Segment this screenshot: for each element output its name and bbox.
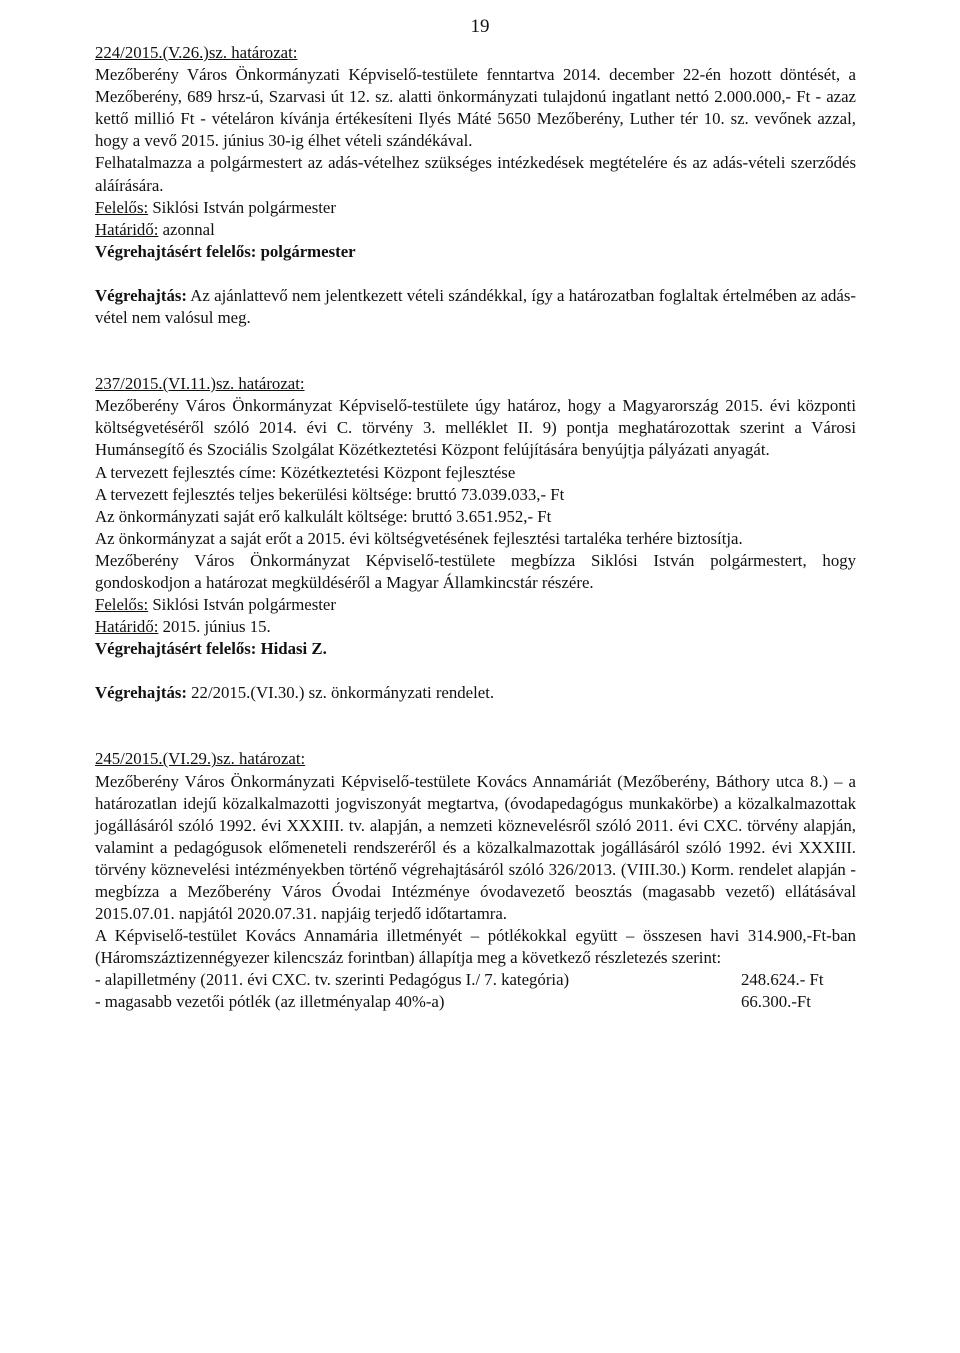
- salary-item-row: [95, 969, 856, 991]
- salary-item-label: - alapilletmény (2011. évi CXC. tv. szerinti Pedagógus I./ 7. kategória): [95, 970, 570, 990]
- resolution-body-245: Mezőberény Város Önkormányzati Képviselő-testülete Kovács Annamáriát (Mezőberény, Báthory utca 8.) – a határozatlan idejű közalkalmazotti jogviszonyát megtartva, (óvodapedagógus munkakörbe) a közalkalmazottak jogállásáról szóló 1992. évi XXXIII. tv. alapján, a nemzeti köznevelésről szóló 2011. évi CXC. törvény alapján, valamint a pedagógusok előmeneteli rendszeréről és a közalkalmazottak jogállásáról szóló 1992. évi XXXIII. törvény köznevelési intézményekben történő végrehajtásáról szóló 326/2013. (VIII.30.) Korm. rendelet alapján - megbízza a Mezőberény Város Óvodai Intézménye óvodavezető beosztás (magasabb vezető) ellátásával 2015.07.01. napjától 2020.07.31. napjáig terjedő időtartamra.: [95, 771, 856, 924]
- salary-item-amount: 248.624.- Ft: [741, 970, 824, 990]
- hatarido-value: azonnal: [158, 219, 215, 239]
- felelos-value: Siklósi István polgármester: [148, 595, 336, 615]
- mandate-line: Mezőberény Város Önkormányzat Képviselő-testülete megbízza Siklósi István polgármestert, hogy gondoskodjon a határozat megküldéséről a Magyar Államkincstár részére.: [95, 550, 856, 592]
- felelos-line-237: [95, 594, 856, 616]
- vegrehajtas-label: Végrehajtás:: [95, 285, 187, 305]
- hatarido-label: Határidő:: [95, 219, 159, 239]
- document-content: [95, 42, 856, 1014]
- vegrehajtas-line-224: [95, 285, 856, 329]
- salary-item-amount: 66.300.-Ft: [741, 992, 811, 1012]
- vegrehajtas-label: Végrehajtás:: [95, 683, 187, 703]
- resolution-body2-224: Felhatalmazza a polgármestert az adás-vételhez szükséges intézkedések megtételére és az adás-vételi szerződés aláírására.: [95, 153, 856, 195]
- vegrehajtas-value: Az ajánlattevő nem jelentkezett vételi szándékkal, így a határozatban foglaltak értelmében az adás-vétel nem valósul meg.: [95, 285, 856, 328]
- hatarido-line-224: [95, 219, 856, 241]
- hatarido-line-237: [95, 616, 856, 638]
- resolution-heading-245: 245/2015.(VI.29.)sz. határozat:: [95, 749, 306, 769]
- felelos-line-224: [95, 197, 856, 219]
- felelos-label: Felelős:: [95, 197, 149, 217]
- hatarido-label: Határidő:: [95, 617, 159, 637]
- vegrehajtas-line-237: [95, 682, 856, 704]
- project-title-line: A tervezett fejlesztés címe: Közétkeztetési Központ fejlesztése: [95, 462, 516, 482]
- vegrehajtas-value: 22/2015.(VI.30.) sz. önkormányzati rendelet.: [186, 683, 495, 703]
- hatarido-value: 2015. június 15.: [158, 617, 271, 637]
- resolution-heading-237: 237/2015.(VI.11.)sz. határozat:: [95, 374, 305, 394]
- resolution-body-224: Mezőberény Város Önkormányzati Képviselő-testülete fenntartva 2014. december 22-én hozott döntését, a Mezőberény, 689 hrsz-ú, Szarvasi út 12. sz. alatti önkormányzati tulajdonú ingatlant nettó 2.000.000,- Ft - azaz kettő millió Ft - vételáron kívánja értékesíteni Ilyés Máté 5650 Mezőberény, Luther tér 10. sz. vevőnek azzal, hogy a vevő 2015. június 30-ig élhet vételi szándékával.: [95, 65, 856, 151]
- resolution-body2-245: A Képviselő-testület Kovács Annamária illetményét – pótlékokkal együtt – összesen havi 314.900,-Ft-ban (Háromszáztizennégyezer kilencszáz forintban) állapítja meg a következő részletezés szerint:: [95, 926, 856, 968]
- resolution-body-237: Mezőberény Város Önkormányzat Képviselő-testülete úgy határoz, hogy a Magyarország 2015. évi központi költségvetéséről szóló 2014. évi C. törvény 3. melléklet II. 9) pontja meghatározottak szerint a Városi Humánsegítő és Szociális Szolgálat Közétkeztetési Központ felújítására benyújtja pályázati anyagát.: [95, 396, 856, 460]
- salary-item-row: [95, 991, 856, 1013]
- vegrehajtasert-line-237: Végrehajtásért felelős: Hidasi Z.: [95, 639, 327, 659]
- project-total-cost-line: A tervezett fejlesztés teljes bekerülési költsége: bruttó 73.039.033,- Ft: [95, 484, 565, 504]
- page-number: 19: [470, 16, 490, 37]
- project-own-funds-line: Az önkormányzati saját erő kalkulált költsége: bruttó 3.651.952,- Ft: [95, 506, 552, 526]
- salary-item-label: - magasabb vezetői pótlék (az illetményalap 40%-a): [95, 992, 445, 1012]
- resolution-heading-224: 224/2015.(V.26.)sz. határozat:: [95, 43, 298, 62]
- felelos-value: Siklósi István polgármester: [148, 197, 336, 217]
- felelos-label: Felelős:: [95, 595, 149, 615]
- project-funding-line: Az önkormányzat a saját erőt a 2015. évi költségvetésének fejlesztési tartaléka terhére biztosítja.: [95, 528, 743, 548]
- vegrehajtasert-line-224: Végrehajtásért felelős: polgármester: [95, 241, 356, 261]
